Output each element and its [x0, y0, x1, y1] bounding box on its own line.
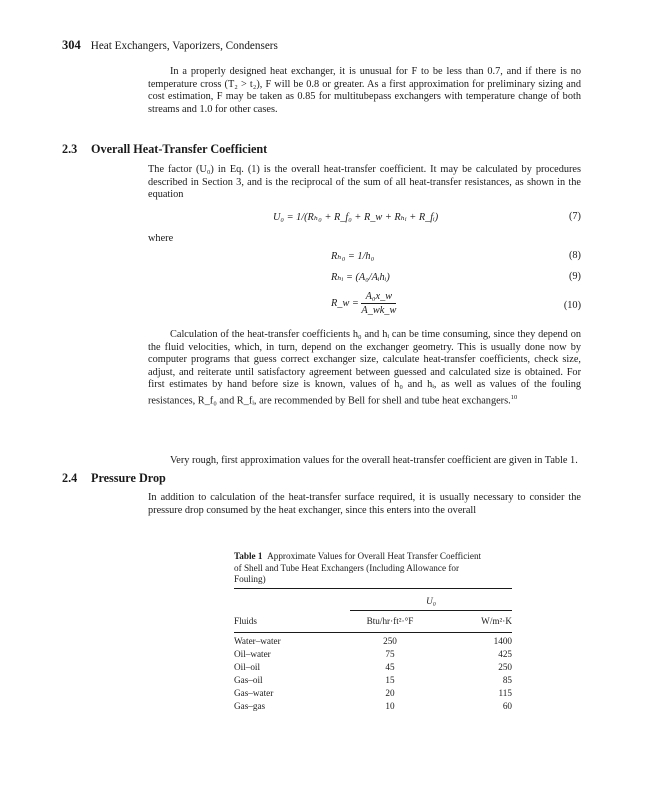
table-cell-fluids: Oil–oil [234, 662, 261, 672]
table-row [234, 688, 512, 701]
intro-paragraph: In a properly designed heat exchanger, it is unusual for F to be less than 0.7, and if there is no temperature cross (T₂ > t₂), F will be 0.8 or greater. As a first approximation for preliminary sizing and cost estimation, F may be taken as 0.85 for multitubepass exchangers with temperature change of both streams and 1.0 for other cases. [148, 66, 581, 115]
table-cell-btu: 75 [385, 649, 395, 659]
table-column-header: W/m²·K [481, 616, 512, 626]
running-head [62, 38, 278, 53]
table-group-rule [350, 610, 512, 611]
table-column-header: Fluids [234, 616, 257, 626]
reference-marker: 10 [510, 393, 518, 401]
section-heading-2-4 [62, 471, 166, 486]
equation-7-number: (7) [568, 211, 581, 222]
table-cell-si: 425 [498, 649, 512, 659]
equation-10-denominator: A_wk_w [361, 305, 397, 316]
equation-10-lhs: R_w = [331, 297, 359, 309]
table-caption [234, 551, 482, 586]
paragraph-2-text: Calculation of the heat-transfer coefficients h₀ and hᵢ can be time consuming, since they depend on the fluid velocities, which, in turn, depend on the exchanger geometry. This is usually done now by computer programs that guess correct exchanger size, calculate heat-transfer coefficients, check size, adjust, and reiterate until satisfactory agreement between guessed and calculated size is obtained. For first estimates by hand before size is known, values of h₀ and hᵢ, as well as values of the fouling resistances, R_f₀ and R_fᵢ, are recommended by Bell for shell and tube heat exchangers. [148, 329, 581, 407]
equation-8-number: (8) [568, 250, 581, 261]
running-title: Heat Exchangers, Vaporizers, Condensers [90, 40, 278, 52]
table-caption-text: Approximate Values for Overall Heat Transfer Coefficient of Shell and Tube Heat Exchangers (Including Allowance for Fouling) [234, 551, 482, 585]
section-number: 2.4 [62, 471, 78, 485]
where-label: where [148, 233, 174, 244]
table-group-header: U₀ [426, 596, 436, 606]
table-row [234, 662, 512, 675]
page-number: 304 [62, 38, 81, 52]
equation-10-number: (10) [563, 300, 581, 311]
table-top-rule [234, 588, 512, 589]
table-cell-fluids: Oil–water [234, 649, 271, 659]
section-number: 2.3 [62, 142, 78, 156]
table-cell-si: 1400 [493, 636, 512, 646]
section-2-3-paragraph-2 [148, 329, 581, 408]
table-row [234, 649, 512, 662]
table-cell-fluids: Water–water [234, 636, 281, 646]
table-cell-si: 60 [502, 701, 512, 711]
section-2-3-paragraph-3: Very rough, first approximation values for the overall heat-transfer coefficient are given in Table 1. [170, 455, 578, 466]
section-title: Pressure Drop [91, 471, 166, 485]
section-title: Overall Heat-Transfer Coefficient [91, 142, 268, 156]
table-header-rule [234, 632, 512, 633]
table-row [234, 675, 512, 688]
equation-10-numerator: A₀x_w [361, 291, 396, 304]
equation-8: Rₕ₀ = 1/h₀ [331, 251, 375, 262]
section-heading-2-3 [62, 142, 267, 157]
section-2-4-paragraph-1: In addition to calculation of the heat-transfer surface required, it is usually necessary to consider the pressure drop consumed by the heat exchanger, since this enters into the overall [148, 492, 581, 516]
table-cell-btu: 250 [383, 636, 397, 646]
table-cell-fluids: Gas–water [234, 688, 274, 698]
table-cell-fluids: Gas–oil [234, 675, 263, 685]
equation-9: Rₕᵢ = (A₀/Aᵢhᵢ) [331, 272, 390, 283]
table-cell-btu: 10 [385, 701, 395, 711]
equation-7: U₀ = 1/(Rₕ₀ + R_f₀ + R_w + Rₕᵢ + R_fᵢ) [273, 212, 439, 223]
section-2-3-paragraph-1: The factor (U₀) in Eq. (1) is the overall heat-transfer coefficient. It may be calculated by procedures described in Section 3, and is the reciprocal of the sum of all heat-transfer resistances, as shown in the equation [148, 164, 581, 201]
equation-10 [331, 291, 396, 316]
table-cell-si: 250 [498, 662, 512, 672]
equation-10-fraction [361, 291, 396, 316]
table-cell-btu: 45 [385, 662, 395, 672]
table-cell-fluids: Gas–gas [234, 701, 266, 711]
table-row [234, 636, 512, 649]
table-column-header: Btu/hr·ft²·°F [366, 616, 414, 626]
table-cell-btu: 20 [385, 688, 395, 698]
equation-9-number: (9) [568, 271, 581, 282]
table-cell-btu: 15 [385, 675, 395, 685]
table-row [234, 701, 512, 714]
table-label: Table 1 [234, 551, 263, 561]
table-cell-si: 115 [498, 688, 512, 698]
table-cell-si: 85 [502, 675, 512, 685]
